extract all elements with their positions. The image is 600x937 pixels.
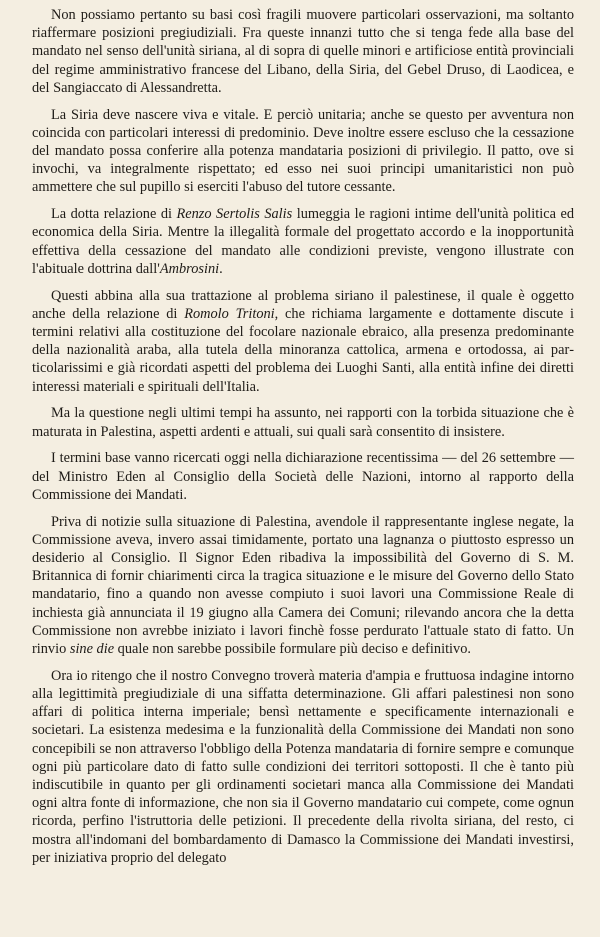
text-run: Priva di notizie sulla situazione di Palestina, avendole il rappresentante inglese negate, la Commissione aveva, invero assai timidamente, portato una lagnanza o piuttosto espresso un desiderio al Consiglio. Il Signor Eden ribadiva la impossibilità del Governo di S. M. Britannica di fornir chiarimenti circa la tragica situazione e le misure del Governo dello Stato mandatario, fino a quando non avesse compiuto i suoi lavori una Commissione Reale di inchiesta già annunciata il 19 giugno alla Camera dei Comuni; rilevando ancora che la detta Commissione non avrebbe iniziato i lavori finchè fosse perdurato l'attuale stato di fatto. Un rinvio [32,513,574,658]
italic-name: Renzo Sertolis Salis [176,206,293,223]
paragraph-1 [32,6,574,97]
paragraph-5 [32,404,574,440]
text-run: . [219,260,223,277]
text-run: Ora io ritengo che il nostro Convegno troverà materia d'ampia e fruttuosa indagine intorno alla legittimità pregiudiziale di una siffatta determinazione. Gli affari palestinesi non sono affari di politica interna imperiale; bensì nettamente e specificamente internazionali e societari. La esistenza medesima e la funzionalità della Commissione dei Mandati non sono concepibili se non attraverso l'obbligo della Potenza mandataria di fornire sempre e comunque ogni più particolare dato di fatto sulle condizioni dei territori sottoposti. Il che è tanto più indiscutibile in quanto per gli ordinamenti societari manca alla Commissione dei Mandati ogni altra fonte di informazione, che non sia il Governo mandatario cui compete, come ognun ricorda, perfino l'istruttoria delle petizioni. Il precedente della rivolta siriana, del resto, ci mostra all'indomani del bombardamento di Damasco la Commissione dei Mandati investirsi, per iniziativa proprio del delegato [32,667,574,866]
text-run: La dotta relazione di [51,206,177,223]
text-run: Ma la questione negli ultimi tempi ha assunto, nei rapporti con la torbida situazione che è maturata in Palestina, aspetti ardenti e attuali, sui quali sarà consentito di insistere. [32,405,574,440]
text-run: Non possiamo pertanto su basi così fragili muovere particolari osservazioni, ma soltanto riaffermare posizioni pregiudiziali. Fra queste innanzi tutto che si tenga fede alla base del mandato nel senso dell'unità siriana, al di sopra di quelle minori e artificiose entità provinciali del regime amministrativo francese del Libano, della Siria, del Gebel Druso, di Laodicea, e del Sangiaccato di Alessandretta. [32,7,574,96]
italic-name: Ambrosini [159,260,220,277]
text-run: La Siria deve nascere viva e vitale. E perciò unitaria; anche se questo per avventura non coincida con particolari interessi di predominio. Deve inoltre essere escluso che la cessazione del mandato possa conferire alla potenza mandataria posizioni di privilegio. Il patto, ove si invochi, va integralmente rispettato; ed esso nei suoi principi umanitaristici non può ammettere che sul pupillo si eserciti l'abuso del tutore cessante. [32,106,574,196]
text-body [32,6,574,867]
paragraph-6 [32,449,574,504]
text-run: , che richiama largamente e dottamente discute i termini relativi alla costituzione del focolare nazionale ebraico, alla presenza predominante della nazionalità araba, alla tutela della minoranza cattolica, armena e ortodossa, ai particolarissimi e già ricordati aspetti del problema dei Luoghi Santi, alla entità infine dei diretti interessi materiali e spirituali dell'Italia. [32,305,574,395]
italic-name: Romolo Tritoni [184,305,275,322]
italic-name: sine die [69,641,115,658]
text-run: Questi abbina alla sua trattazione al problema siriano il palestinese, il quale è oggetto anche della relazione di [32,287,574,322]
paragraph-8 [32,667,574,867]
paragraph-2 [32,106,574,197]
text-run: I termini base vanno ricercati oggi nella dichiarazione recentissima — del 26 settembre — del Ministro Eden al Consiglio della Società delle Nazioni, intorno al rapporto della Commissione dei Mandati. [32,450,574,503]
text-run: lumeggia le ragioni intime dell'unità politica ed economica della Siria. Mentre la illegalità formale del progettato accordo e la inopportunità effettiva della cessazione del mandato alle condizioni previste, vengono illustrate con l'abituale dottrina dall' [32,206,574,277]
paragraph-7 [32,513,574,659]
paragraph-4 [32,287,574,396]
text-run: quale non sarebbe possibile formulare più deciso e definitivo. [114,641,471,658]
paragraph-3 [32,205,574,278]
